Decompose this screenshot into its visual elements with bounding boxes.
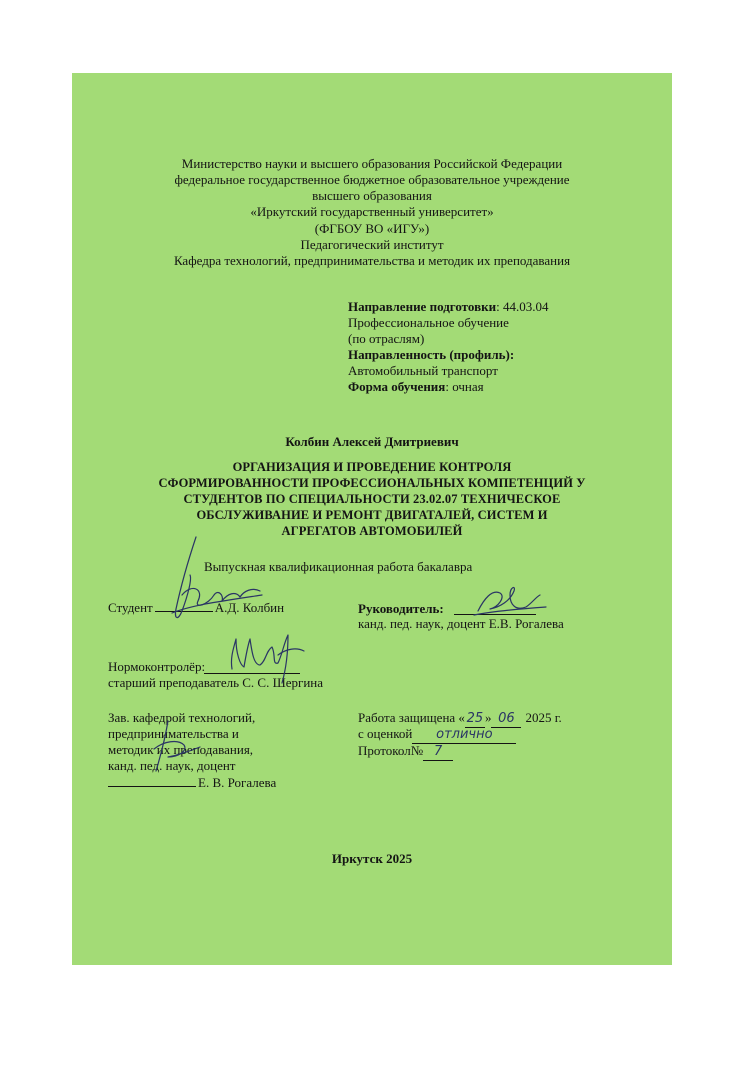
study-form-line (348, 379, 484, 395)
defense-quote: » (484, 710, 492, 725)
direction-line (348, 299, 548, 315)
education-level-line: высшего образования (312, 188, 432, 203)
grade-label-text: с оценкой (358, 726, 413, 741)
student-signature (152, 535, 285, 625)
profile-value: Автомобильный транспорт (348, 363, 498, 378)
ministry-line: Министерство науки и высшего образования Российской Федерации (181, 156, 563, 171)
author-name: Колбин Алексей Дмитриевич (285, 434, 459, 449)
head-line-2: предпринимательства и (108, 726, 239, 741)
direction-code: : 44.03.04 (496, 299, 549, 314)
department-name: Кафедра технологий, предпринимательства и методик их преподавания (173, 253, 571, 268)
institution-type-line: федеральное государственное бюджетное образовательное учреждение (174, 172, 570, 187)
study-form-label: Форма обучения (348, 379, 446, 394)
study-form-value: : очная (445, 379, 484, 394)
thesis-title-line: ОБСЛУЖИВАНИЕ И РЕМОНТ ДВИГАТАЛЕЙ, СИСТЕМ И (196, 508, 548, 522)
supervisor-signature (470, 581, 550, 625)
student-label: Студент (108, 600, 153, 615)
title-page-sheet (72, 73, 672, 965)
profile-label: Направленность (профиль): (348, 347, 515, 362)
thesis-title-line: СФОРМИРОВАННОСТИ ПРОФЕССИОНАЛЬНЫХ КОМПЕТЕНЦИЙ У (158, 476, 586, 490)
normcontrol-signature (222, 625, 312, 685)
university-abbr: (ФГБОУ ВО «ИГУ») (314, 221, 430, 236)
work-type: Выпускная квалификационная работа бакалавра (204, 559, 473, 574)
defense-day: 25 (466, 711, 484, 726)
head-signature (142, 717, 212, 777)
supervisor-label: Руководитель: (358, 601, 444, 616)
normcontrol-title: старший преподаватель С. С. Шергина (108, 675, 324, 690)
protocol-label: Протокол№ (358, 743, 424, 758)
university-name: «Иркутский государственный университет» (250, 204, 494, 219)
direction-name-2: (по отраслям) (348, 331, 425, 346)
defense-prefix: Работа защищена « (358, 710, 465, 725)
thesis-title-line: СТУДЕНТОВ ПО СПЕЦИАЛЬНОСТИ 23.02.07 ТЕХНИЧЕСКОЕ (183, 492, 561, 506)
head-name: Е. В. Рогалева (198, 775, 277, 790)
normcontrol-label: Нормоконтролёр: (108, 659, 206, 674)
direction-label: Направление подготовки (348, 299, 497, 314)
grade-line (358, 726, 516, 744)
defense-year: 2025 г. (525, 710, 562, 725)
institute-name: Педагогический институт (300, 237, 444, 252)
defense-month: 06 (491, 711, 521, 728)
head-line-3: методик их преподавания, (108, 742, 254, 757)
direction-name-1: Профессиональное обучение (348, 315, 509, 330)
thesis-title-line: АГРЕГАТОВ АВТОМОБИЛЕЙ (281, 524, 463, 538)
head-line-1: Зав. кафедрой технологий, (108, 710, 256, 725)
thesis-title-line: ОРГАНИЗАЦИЯ И ПРОВЕДЕНИЕ КОНТРОЛЯ (232, 460, 512, 474)
student-name: А.Д. Колбин (214, 600, 285, 615)
supervisor-title: канд. пед. наук, доцент Е.В. Рогалева (358, 616, 564, 631)
protocol-value: 7 (423, 744, 453, 761)
head-line-4: канд. пед. наук, доцент (108, 758, 236, 773)
city-year: Иркутск 2025 (331, 851, 413, 866)
protocol-line (358, 743, 453, 761)
grade-value: отлично (412, 727, 516, 744)
